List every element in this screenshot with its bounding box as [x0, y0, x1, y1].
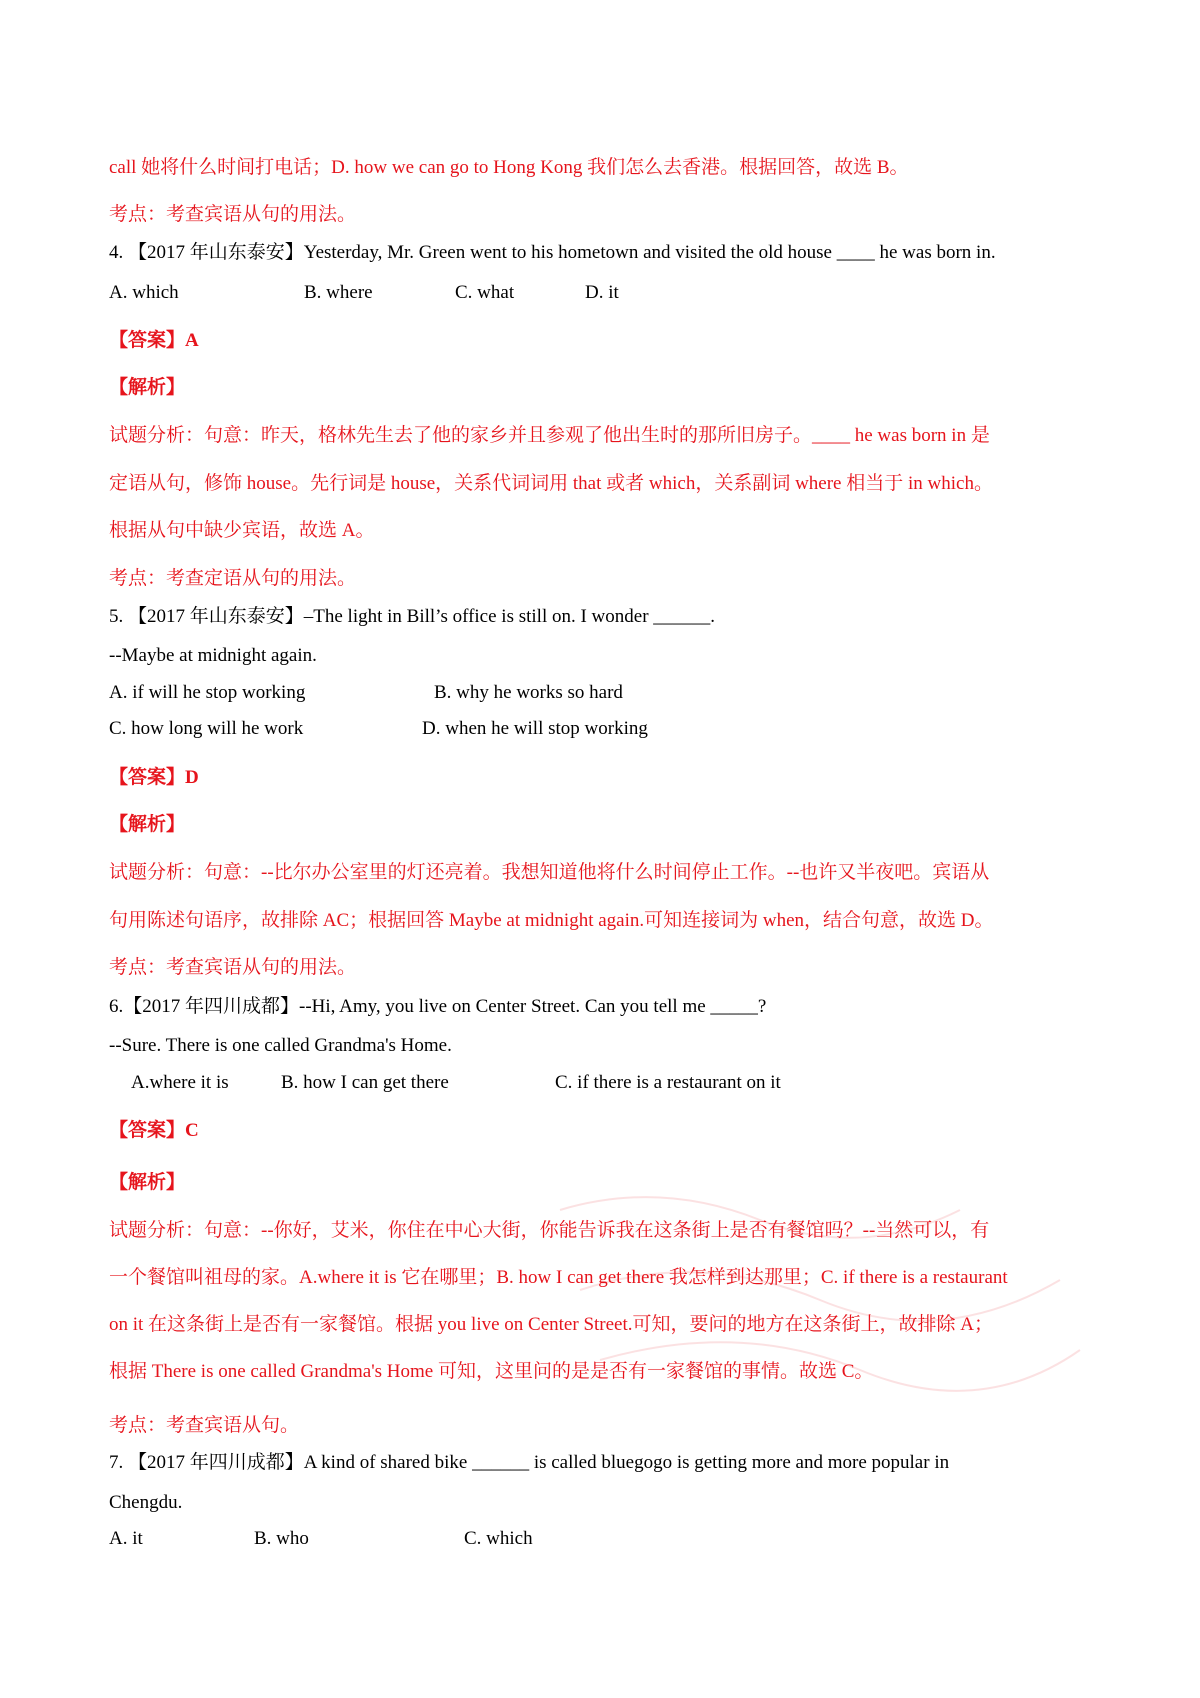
q5-answer: 【答案】D — [109, 767, 199, 788]
q3-point: 考点：考查宾语从句的用法。 — [109, 204, 357, 225]
q5-analysis-line-2: 句用陈述句语序，故排除 AC；根据回答 Maybe at midnight again.可知连接词为 when，结合句意，故选 D。 — [109, 910, 994, 931]
q6-reply: --Sure. There is one called Grandma's Home. — [109, 1035, 452, 1056]
q4-analysis-line-3: 根据从句中缺少宾语，故选 A。 — [109, 520, 375, 541]
q6-analysis-label: 【解析】 — [109, 1172, 186, 1193]
q3-analysis-line: call 她将什么时间打电话；D. how we can go to Hong Kong 我们怎么去香港。根据回答，故选 B。 — [109, 157, 909, 178]
q6-analysis-line-2: 一个餐馆叫祖母的家。A.where it is 它在哪里；B. how I can get there 我怎样到达那里；C. if there is a restaurant — [109, 1267, 1008, 1288]
q4-option-c: C. what — [455, 282, 515, 303]
q5-option-d: D. when he will stop working — [422, 718, 648, 739]
q5-option-c: C. how long will he work — [109, 718, 304, 739]
q6-stem: 6.【2017 年四川成都】--Hi, Amy, you live on Center Street. Can you tell me _____? — [109, 996, 767, 1017]
q4-analysis-line-1: 试题分析：句意：昨天，格林先生去了他的家乡并且参观了他出生时的那所旧房子。____ he was born in 是 — [109, 425, 990, 446]
q7-option-a: A. it — [109, 1528, 143, 1549]
q4-option-b: B. where — [304, 282, 373, 303]
q4-analysis-line-2: 定语从句，修饰 house。先行词是 house，关系代词词用 that 或者 which，关系副词 where 相当于 in which。 — [109, 473, 993, 494]
q6-answer: 【答案】C — [109, 1120, 199, 1141]
q6-analysis-line-4: 根据 There is one called Grandma's Home 可知，这里问的是是否有一家餐馆的事情。故选 C。 — [109, 1361, 874, 1382]
q6-analysis-line-1: 试题分析：句意：--你好，艾米，你住在中心大街，你能告诉我在这条街上是否有餐馆吗？--当然可以，有 — [109, 1220, 990, 1241]
q6-option-a: A.where it is — [131, 1072, 229, 1093]
q6-point: 考点：考查宾语从句。 — [109, 1415, 300, 1436]
q5-point: 考点：考查宾语从句的用法。 — [109, 957, 357, 978]
q5-stem: 5. 【2017 年山东泰安】–The light in Bill’s office is still on. I wonder ______. — [109, 606, 716, 627]
q6-option-c: C. if there is a restaurant on it — [555, 1072, 781, 1093]
q4-stem: 4. 【2017 年山东泰安】Yesterday, Mr. Green went to his hometown and visited the old house ____ he was born in. — [109, 242, 996, 263]
q6-analysis-line-3: on it 在这条街上是否有一家餐馆。根据 you live on Center Street.可知，要问的地方在这条街上，故排除 A； — [109, 1314, 993, 1335]
q5-analysis-label: 【解析】 — [109, 814, 186, 835]
q5-reply: --Maybe at midnight again. — [109, 645, 317, 666]
q4-answer: 【答案】A — [109, 330, 199, 351]
q7-stem: 7. 【2017 年四川成都】A kind of shared bike ______ is called bluegogo is getting more and more popular in — [109, 1452, 950, 1473]
q5-option-a: A. if will he stop working — [109, 682, 306, 703]
q5-analysis-line-1: 试题分析：句意：--比尔办公室里的灯还亮着。我想知道他将什么时间停止工作。--也许又半夜吧。宾语从 — [109, 862, 990, 883]
q5-option-b: B. why he works so hard — [434, 682, 623, 703]
q4-option-d: D. it — [585, 282, 619, 303]
q6-option-b: B. how I can get there — [281, 1072, 449, 1093]
q7-option-b: B. who — [254, 1528, 309, 1549]
q7-stem-continued: Chengdu. — [109, 1492, 183, 1513]
q4-option-a: A. which — [109, 282, 179, 303]
q4-point: 考点：考查定语从句的用法。 — [109, 568, 357, 589]
q4-analysis-label: 【解析】 — [109, 377, 186, 398]
q7-option-c: C. which — [464, 1528, 533, 1549]
